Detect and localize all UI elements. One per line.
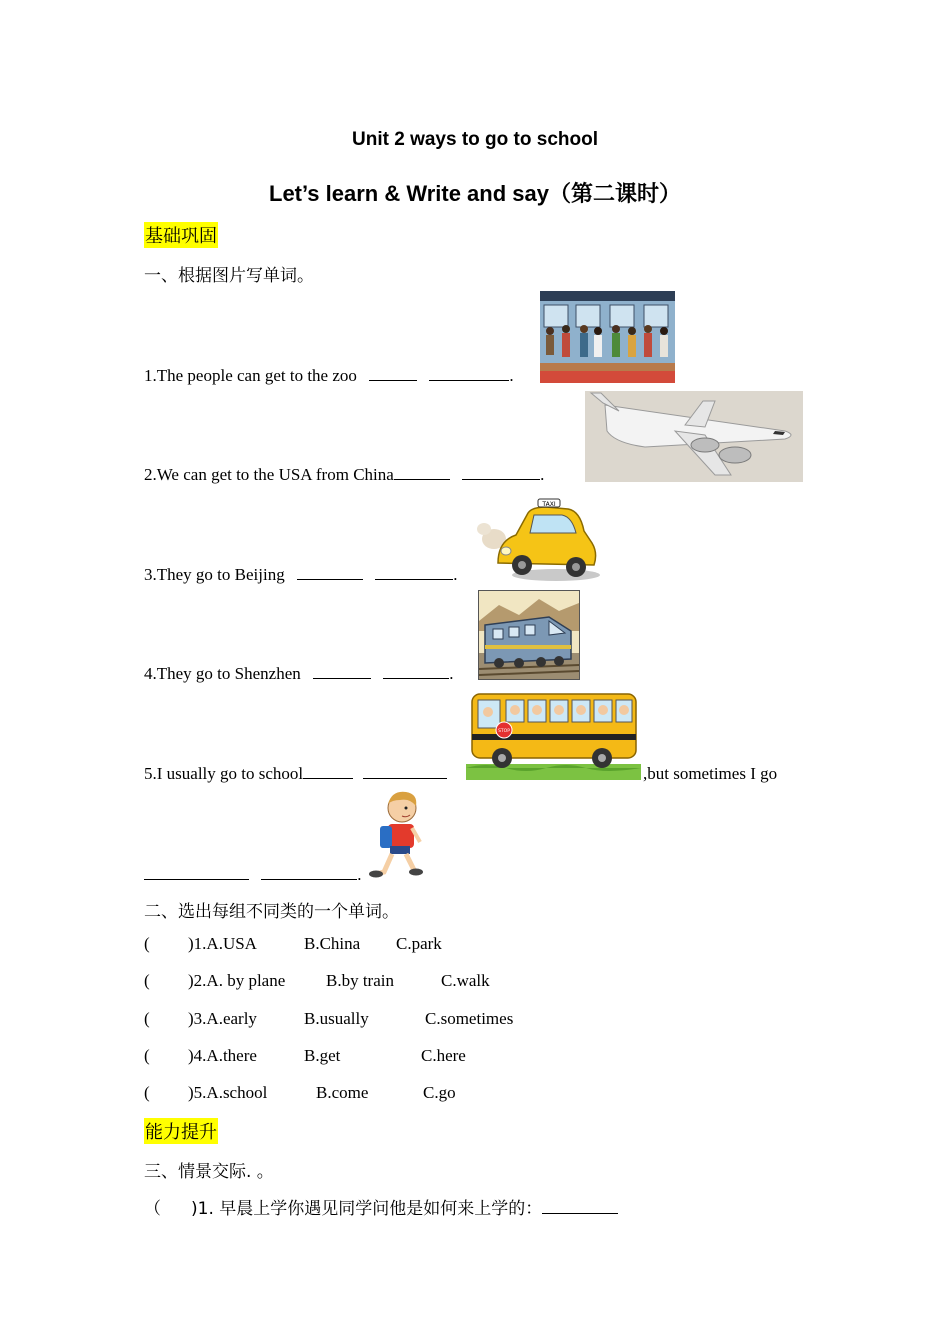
choice-a: )2.A. by plane (188, 971, 286, 990)
airplane-icon (585, 391, 803, 482)
choice-b: B.come (316, 1083, 369, 1102)
period: . (453, 565, 458, 584)
question-3 (144, 565, 457, 585)
question-5-line2 (144, 865, 362, 885)
answer-blank[interactable] (542, 1199, 618, 1214)
choice-c: C.park (396, 934, 442, 953)
answer-blank[interactable] (383, 664, 449, 679)
walking-boy-picture (366, 788, 432, 881)
choice-c: C.go (423, 1083, 456, 1102)
choice-row-5 (144, 1083, 644, 1103)
school-bus-icon (466, 688, 641, 780)
subway-picture (540, 291, 675, 383)
question-text: 2.We can get to the USA from China (144, 465, 394, 484)
period: . (509, 366, 514, 385)
taxi-picture (476, 491, 600, 583)
choice-row-1 (144, 934, 644, 954)
question-text: )1. 早晨上学你遇见同学问他是如何来上学的： (191, 1199, 543, 1219)
question-part3-1 (144, 1194, 618, 1219)
question-2 (144, 465, 544, 485)
answer-blank[interactable] (297, 565, 363, 580)
svg-text:STOP: STOP (498, 729, 510, 734)
svg-text:TAXI: TAXI (542, 501, 556, 508)
answer-paren[interactable]: （ (144, 1199, 161, 1219)
choice-row-3 (144, 1009, 644, 1029)
subway-icon (540, 291, 675, 383)
answer-blank[interactable] (369, 366, 417, 381)
answer-paren[interactable]: ( (144, 971, 150, 990)
answer-blank[interactable] (394, 465, 450, 480)
answer-blank[interactable] (462, 465, 540, 480)
question-text: 3.They go to Beijing (144, 565, 285, 584)
answer-blank[interactable] (363, 764, 447, 779)
period: . (357, 865, 362, 884)
choice-c: C.here (421, 1046, 466, 1065)
choice-a: )3.A.early (188, 1009, 257, 1028)
choice-b: B.by train (326, 971, 394, 990)
question-text: 1.The people can get to the zoo (144, 366, 357, 385)
walking-boy-icon (366, 788, 432, 881)
question-1 (144, 366, 514, 386)
choice-b: B.China (304, 934, 361, 953)
choice-c: C.walk (441, 971, 490, 990)
answer-blank[interactable] (375, 565, 453, 580)
section-tag-ability: 能力提升 (144, 1118, 218, 1144)
choice-c: C.sometimes (425, 1009, 514, 1028)
answer-blank[interactable] (429, 366, 509, 381)
part1-heading: 一、根据图片写单词。 (144, 266, 314, 286)
school-bus-picture (466, 688, 641, 780)
train-icon (479, 591, 579, 679)
airplane-picture (585, 391, 803, 482)
period: . (449, 664, 454, 683)
question-5-continuation: ,but sometimes I go (643, 764, 778, 783)
section-tag-basic: 基础巩固 (144, 222, 218, 248)
train-picture (478, 590, 580, 680)
choice-b: B.get (304, 1046, 341, 1065)
part3-heading: 三、情景交际. 。 (144, 1162, 274, 1182)
choice-row-4 (144, 1046, 644, 1066)
choice-row-2 (144, 971, 644, 991)
answer-blank[interactable] (313, 664, 371, 679)
answer-blank[interactable] (144, 865, 249, 880)
answer-blank[interactable] (261, 865, 357, 880)
period: . (540, 465, 545, 484)
question-4 (144, 664, 454, 684)
choice-b: B.usually (304, 1009, 369, 1028)
choice-a: )5.A.school (188, 1083, 268, 1102)
answer-paren[interactable]: ( (144, 1083, 150, 1102)
choice-a: )4.A.there (188, 1046, 257, 1065)
question-text: 5.I usually go to school (144, 764, 304, 783)
answer-blank[interactable] (303, 764, 353, 779)
question-5 (144, 764, 447, 784)
answer-paren[interactable]: ( (144, 934, 150, 953)
question-text: 4.They go to Shenzhen (144, 664, 301, 683)
part2-heading: 二、选出每组不同类的一个单词。 (144, 902, 399, 922)
choice-a: )1.A.USA (188, 934, 257, 953)
taxi-icon (476, 491, 600, 583)
page-title: Unit 2 ways to go to school (352, 129, 598, 150)
answer-paren[interactable]: ( (144, 1009, 150, 1028)
answer-paren[interactable]: ( (144, 1046, 150, 1065)
page-subtitle: Let’s learn & Write and say（第二课时） (269, 181, 681, 206)
